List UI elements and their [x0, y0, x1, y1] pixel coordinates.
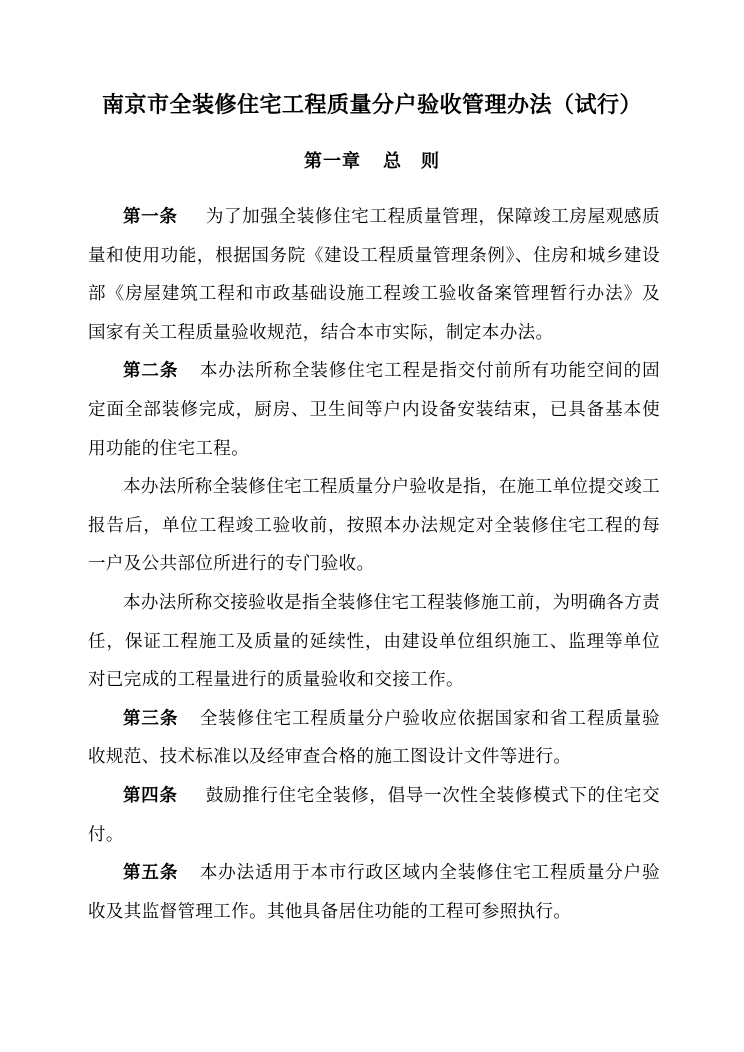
chapter-number: 第一章 [304, 151, 361, 172]
article-number: 第四条 [123, 785, 178, 806]
article-text: 本办法适用于本市行政区域内全装修住宅工程质量分户验收及其监督管理工作。其他具备居住功能的工程可参照执行。 [88, 863, 661, 922]
chapter-name: 总 则 [383, 151, 440, 172]
article-paragraph [88, 854, 660, 931]
article-text: 为了加强全装修住宅工程质量管理，保障竣工房屋观感质量和使用功能，根据国务院《建设工程质量管理条例》、住房和城乡建设部《房屋建筑工程和市政基础设施工程竣工验收备案管理暂行办法》及国家有关工程质量验收规范，结合本市实际，制定本办法。 [88, 207, 661, 343]
article-number: 第三条 [123, 708, 179, 729]
article-text: 鼓励推行住宅全装修，倡导一次性全装修模式下的住宅交付。 [88, 785, 661, 845]
paragraph [88, 584, 660, 700]
paragraph [88, 468, 660, 584]
article-paragraph [88, 198, 660, 352]
article-number: 第二条 [123, 361, 179, 382]
chapter-heading [0, 147, 744, 173]
article-paragraph [88, 700, 660, 777]
document-title: 南京市全装修住宅工程质量分户验收管理办法（试行） [101, 93, 642, 118]
paragraph-text: 本办法所称全装修住宅工程质量分户验收是指，在施工单位提交竣工报告后，单位工程竣工验收前，按照本办法规定对全装修住宅工程的每一户及公共部位所进行的专门验收。 [88, 477, 660, 575]
article-text: 全装修住宅工程质量分户验收应依据国家和省工程质量验收规范、技术标准以及经审查合格的施工图设计文件等进行。 [88, 708, 661, 768]
article-text: 本办法所称全装修住宅工程是指交付前所有功能空间的固定面全部装修完成，厨房、卫生间等户内设备安装结束，已具备基本使用功能的住宅工程。 [88, 361, 661, 459]
document-body [88, 198, 660, 931]
article-paragraph [88, 777, 660, 854]
paragraph-text: 本办法所称交接验收是指全装修住宅工程装修施工前，为明确各方责任，保证工程施工及质量的延续性，由建设单位组织施工、监理等单位对已完成的工程量进行的质量验收和交接工作。 [88, 592, 660, 691]
article-number: 第一条 [123, 207, 178, 227]
article-paragraph [88, 352, 660, 468]
article-number: 第五条 [123, 863, 179, 884]
